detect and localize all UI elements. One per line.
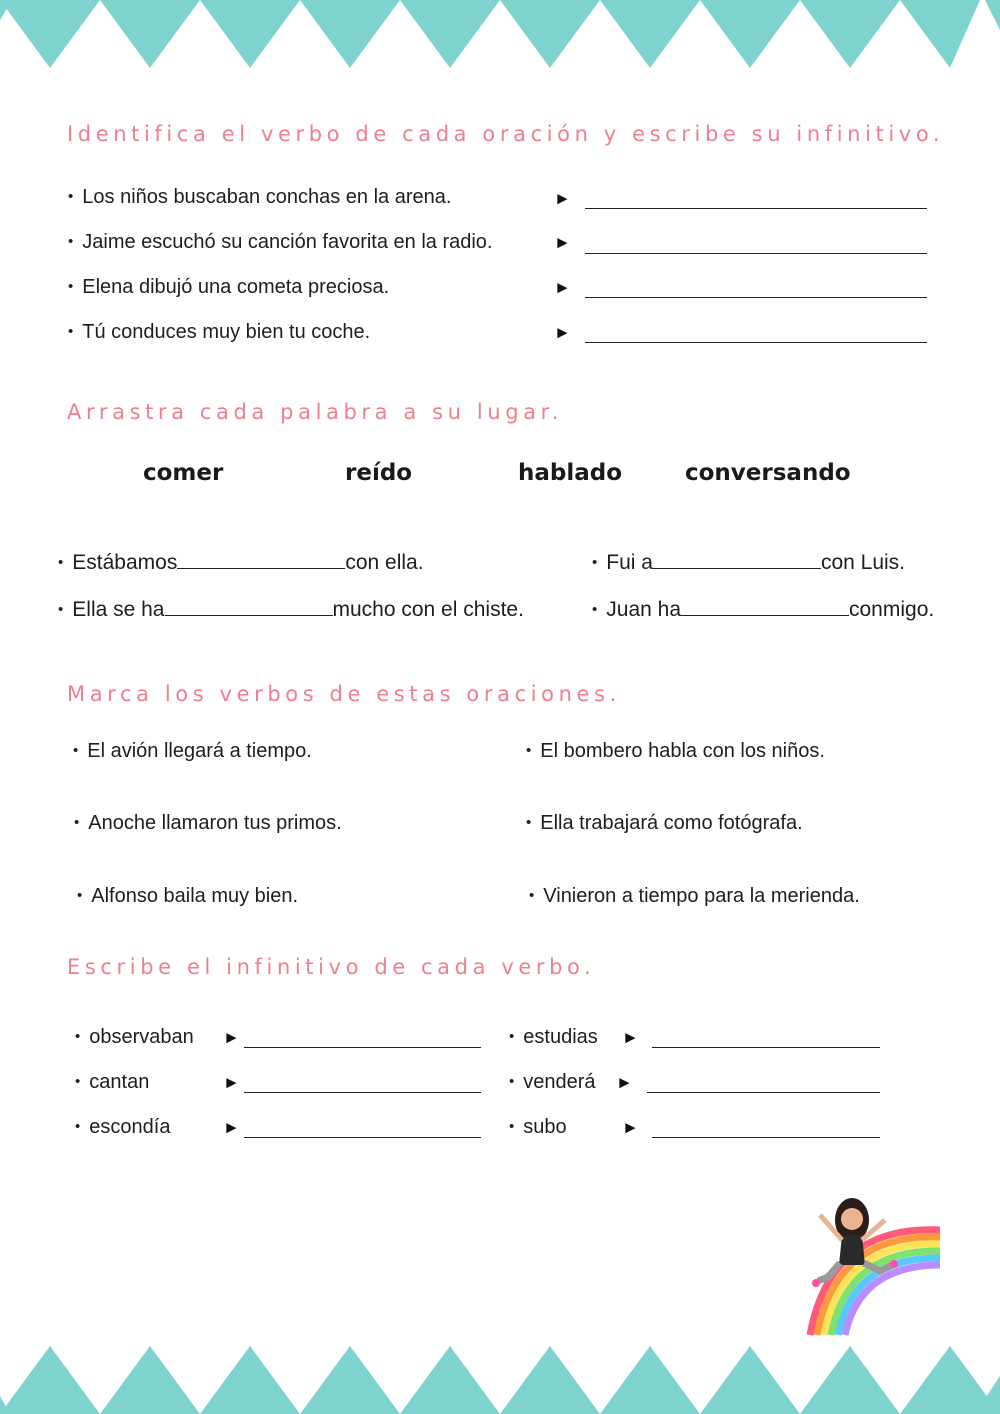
drop-blank[interactable] [177, 550, 345, 569]
list-item: • Elena dibujó una cometa preciosa. [68, 276, 390, 298]
list-item[interactable]: • Alfonso baila muy bien. [77, 885, 299, 907]
fill-sentence: • Juan ha conmigo. [592, 598, 935, 621]
fill-sentence: • Estábamos con ella. [58, 551, 424, 574]
verb-item: • venderá [509, 1071, 596, 1093]
list-item[interactable]: • Ella trabajará como fotógrafa. [526, 812, 803, 834]
arrow-icon: ► [223, 1028, 240, 1047]
arrow-icon: ► [223, 1073, 240, 1092]
arrow-icon: ► [554, 323, 571, 342]
list-item[interactable]: • Vinieron a tiempo para la merienda. [529, 885, 860, 907]
answer-line[interactable] [585, 342, 927, 343]
section4-heading: Escribe el infinitivo de cada verbo. [67, 955, 596, 979]
list-item: • Jaime escuchó su canción favorita en la radio. [68, 231, 493, 253]
answer-line[interactable] [585, 297, 927, 298]
avatar-rainbow-illustration [790, 1185, 950, 1340]
top-zigzag-border [0, 0, 1000, 68]
verb-item: • observaban [75, 1026, 194, 1048]
arrow-icon: ► [622, 1028, 639, 1047]
fill-sentence: • Fui a con Luis. [592, 551, 906, 574]
list-item: • Tú conduces muy bien tu coche. [68, 321, 371, 343]
arrow-icon: ► [554, 189, 571, 208]
arrow-icon: ► [554, 233, 571, 252]
drag-word-reido[interactable]: reído [345, 460, 413, 486]
list-item[interactable]: • Anoche llamaron tus primos. [74, 812, 342, 834]
arrow-icon: ► [622, 1118, 639, 1137]
section1-heading: Identifica el verbo de cada oración y escribe su infinitivo. [67, 122, 945, 146]
answer-line[interactable] [585, 208, 927, 209]
answer-line[interactable] [244, 1092, 481, 1093]
list-item[interactable]: • El avión llegará a tiempo. [73, 740, 312, 762]
verb-item: • escondía [75, 1116, 171, 1138]
answer-line[interactable] [244, 1137, 481, 1138]
verb-item: • cantan [75, 1071, 150, 1093]
list-item: • Los niños buscaban conchas en la arena. [68, 186, 452, 208]
section2-heading: Arrastra cada palabra a su lugar. [67, 400, 564, 424]
answer-line[interactable] [647, 1092, 880, 1093]
drag-word-hablado[interactable]: hablado [518, 460, 623, 486]
answer-line[interactable] [652, 1047, 880, 1048]
drop-blank[interactable] [681, 597, 849, 616]
drop-blank[interactable] [165, 597, 333, 616]
answer-line[interactable] [585, 253, 927, 254]
arrow-icon: ► [554, 278, 571, 297]
fill-sentence: • Ella se ha mucho con el chiste. [58, 598, 524, 621]
verb-item: • subo [509, 1116, 567, 1138]
drag-word-conversando[interactable]: conversando [685, 460, 851, 486]
section3-heading: Marca los verbos de estas oraciones. [67, 682, 621, 706]
bottom-zigzag-border [0, 1346, 1000, 1414]
drop-blank[interactable] [653, 550, 821, 569]
verb-item: • estudias [509, 1026, 598, 1048]
answer-line[interactable] [652, 1137, 880, 1138]
drag-word-comer[interactable]: comer [143, 460, 224, 486]
arrow-icon: ► [616, 1073, 633, 1092]
answer-line[interactable] [244, 1047, 481, 1048]
list-item[interactable]: • El bombero habla con los niños. [526, 740, 825, 762]
arrow-icon: ► [223, 1118, 240, 1137]
